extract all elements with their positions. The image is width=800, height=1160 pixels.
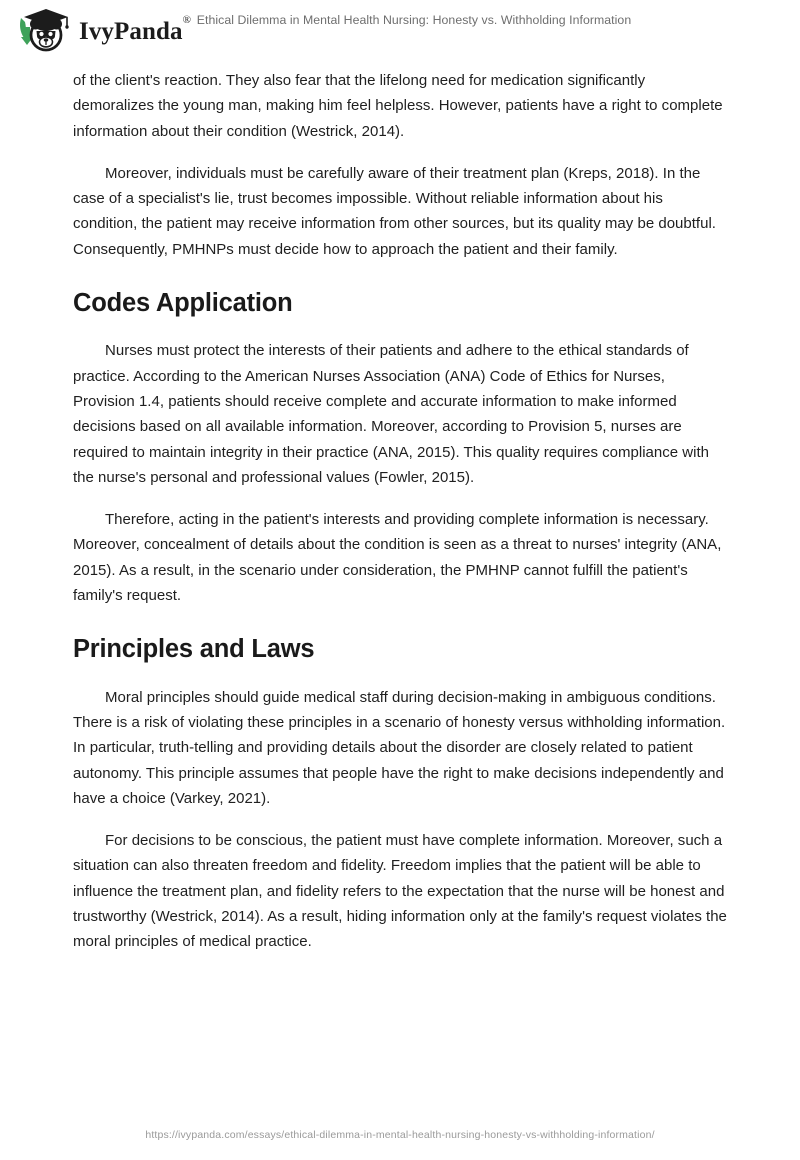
body-paragraph: of the client's reaction. They also fear that the lifelong need for medication significantly demoralizes the young man, making him feel helpless. However, patients have a right to complete information about their condition (Westrick, 2014). [73, 72, 723, 140]
section-heading: Codes Application [73, 289, 293, 318]
body-paragraph: Moreover, individuals must be carefully aware of their treatment plan (Kreps, 2018). In the case of a specialist's lie, trust becomes impossible. Without reliable information about his condition, the patient may receive information from other sources, but its quality may be doubtful. Consequently, PMHNPs must decide how to approach the patient and their family. [73, 164, 716, 258]
body-paragraph: Therefore, acting in the patient's interests and providing complete information is necessary. Moreover, concealment of details about the condition is seen as a threat to nurses' integrity (ANA, 2015). As a result, in the scenario under consideration, the PMHNP cannot fulfill the patient's family's request. [73, 511, 722, 605]
registered-trademark-icon: ® [182, 14, 192, 27]
source-url-link[interactable]: https://ivypanda.com/essays/ethical-dilemma-in-mental-health-nursing-honesty-vs-withholding-information/ [145, 1129, 655, 1141]
body-paragraph: Moral principles should guide medical staff during decision-making in ambiguous conditions. There is a risk of violating these principles in a scenario of honesty versus withholding information. In particular, truth-telling and providing details about the disorder are closely related to patient autonomy. This principle assumes that people have the right to make decisions independently and have a choice (Varkey, 2021). [73, 688, 726, 807]
section-heading: Principles and Laws [73, 635, 315, 664]
body-paragraph: For decisions to be conscious, the patient must have complete information. Moreover, such a situation can also threaten freedom and fidelity. Freedom implies that the patient will be able to influence the treatment plan, and fidelity refers to the expectation that the nurse will be honest and trustworthy (Westrick, 2014). As a result, hiding information only at the family's request violates the moral principles of medical practice. [73, 832, 727, 951]
brand-name-text: IvyPanda [79, 17, 183, 45]
page-footer [0, 1125, 800, 1143]
body-paragraph: Nurses must protect the interests of their patients and adhere to the ethical standards of practice. According to the American Nurses Association (ANA) Code of Ethics for Nurses, Provision 1.4, patients should receive complete and accurate information to make informed decisions based on all available information. Moreover, according to Provision 5, nurses are required to maintain integrity in their practice (ANA, 2015). This quality requires compliance with the nurse's personal and professional values (Fowler, 2015). [73, 342, 710, 486]
document-header-title: Ethical Dilemma in Mental Health Nursing: Honesty vs. Withholding Information [196, 13, 632, 27]
document-content [73, 68, 728, 972]
page-header [0, 0, 800, 62]
